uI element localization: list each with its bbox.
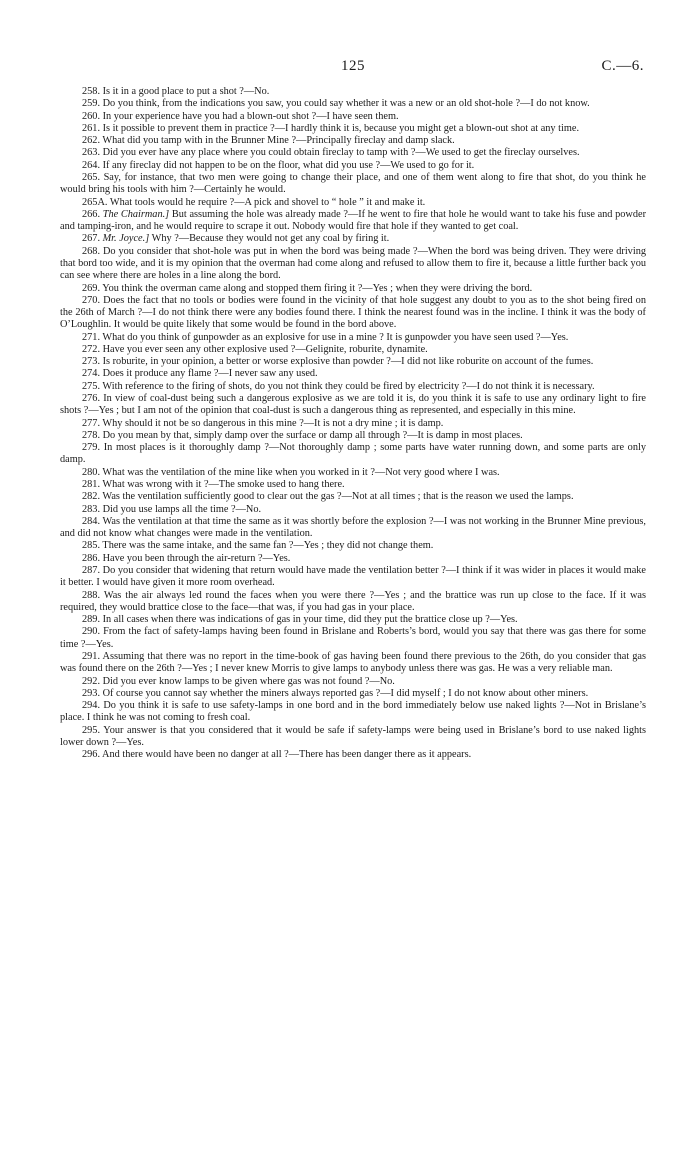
question-number: 285. [82,540,101,552]
testimony-paragraph [60,725,646,750]
question-number: 276. [82,393,101,405]
question-answer-text: Was the ventilation sufficiently good to clear out the gas ?—Not at all times ; that is the reason we used the lamps. [102,491,574,503]
question-number: 283. [82,503,101,515]
question-answer-text: Did you ever have any place where you could obtain fireclay to tamp with ?—We used to get the fireclay ourselves. [102,147,580,159]
question-number: 275. [82,380,101,392]
testimony-paragraph [60,135,646,147]
question-answer-text: If any fireclay did not happen to be on the floor, what did you use ?—We used to go for it. [102,159,475,171]
question-number: 277. [82,417,101,429]
question-number: 270. [82,294,101,306]
question-number: 289. [82,614,101,626]
testimony-paragraph [60,123,646,135]
question-number: 265A. [82,196,108,208]
question-answer-text: Is it in a good place to put a shot ?—No. [102,86,270,97]
testimony-paragraph [60,700,646,725]
testimony-paragraph [60,86,646,98]
question-number: 288. [82,589,101,601]
question-answer-text: Did you ever know lamps to be given where gas was not found ?—No. [102,675,395,687]
speaker-label: The Chairman.] [102,208,170,220]
testimony-paragraph [60,197,646,209]
testimony-paragraph [60,98,646,110]
question-answer-text: Is it possible to prevent them in practice ?—I hardly think it is, because you might get a blown-out shot at any time. [102,122,580,134]
testimony-paragraph [60,614,646,626]
question-number: 273. [82,356,101,368]
question-number: 260. [82,110,101,122]
question-number: 280. [82,466,101,478]
question-answer-text: From the fact of safety-lamps having been found in Brislane and Roberts’s bord, would you say that there was gas there for some time ?—Yes. [60,626,646,650]
testimony-body [60,86,646,761]
question-number: 278. [82,429,101,441]
testimony-paragraph [60,111,646,123]
testimony-paragraph [60,233,646,245]
question-answer-text: In view of coal-dust being such a dangerous explosive as we are told it is, do you think it is safe to use any ordinary light to fire shots ?—Yes ; but I am not of the opinion that coal-dust is such a dangerous thing as represented, and especially in this mine. [60,393,647,417]
question-answer-text: Your answer is that you considered that it would be safe if safety-lamps were being used in Brislane’s bord to use naked lights lower down ?—Yes. [60,724,646,748]
question-number: 274. [82,368,101,380]
question-number: 292. [82,675,101,687]
question-answer-text: Do you consider that shot-hole was put in when the bord was being made ?—When the bord was being driven. They were driving that bord too wide, and it is my opinion that the overman had come along and refused to allow them to fire it, because a little further back you can see where there are holes in a line along the bord. [60,245,646,282]
testimony-paragraph [60,160,646,172]
question-number: 295. [82,724,101,736]
question-answer-text: In all cases when there was indications of gas in your time, did they put the brattice close up ?—Yes. [102,614,518,626]
testimony-paragraph [60,479,646,491]
question-answer-text: Does the fact that no tools or bodies were found in the vicinity of that hole suggest any doubt to you as to the shot being fired on the 26th of March ?—I do not think there were any bodies found there. I think the nearest found was in the incline. I think it was the body of O’Loughlin. It would be quite likely that some would be found in the bord above. [60,294,646,331]
question-number: 263. [82,147,101,159]
testimony-paragraph [60,381,646,393]
testimony-paragraph [60,491,646,503]
question-number: 287. [82,564,101,576]
question-number: 269. [82,282,101,294]
testimony-paragraph [60,651,646,676]
question-answer-text: Have you ever seen any other explosive used ?—Gelignite, roburite, dynamite. [102,343,428,355]
testimony-paragraph [60,749,646,761]
question-number: 296. [82,749,101,761]
question-number: 262. [82,135,101,147]
question-answer-text: Is roburite, in your opinion, a better or worse explosive than powder ?—I did not like roburite on account of the fumes. [102,356,594,368]
testimony-paragraph [60,283,646,295]
question-number: 293. [82,687,101,699]
question-number: 272. [82,343,101,355]
testimony-paragraph [60,516,646,541]
question-answer-text: Have you been through the air-return ?—Yes. [102,552,291,564]
question-answer-text: But assuming the hole was already made ?—If he went to fire that hole he would want to take his fuse and powder and tamping-iron, and he would require to scrape it out. Nobody would fire that hole if they wanted to get coal. [60,208,647,233]
testimony-paragraph [60,430,646,442]
question-number: 261. [82,122,101,134]
question-number: 282. [82,491,101,503]
question-number: 268. [82,245,101,257]
question-answer-text: With reference to the firing of shots, do you not think they could be fired by electricity ?—I do not think it is necessary. [102,380,595,392]
page-number: 125 [341,58,365,74]
question-answer-text: Does it produce any flame ?—I never saw any used. [102,368,318,380]
question-answer-text: Do you consider that widening that return would have made the ventilation better ?—I think if it was wider in places it would make it better. I would have given it more room overhead. [60,564,646,589]
question-number: 267. [82,233,101,245]
question-answer-text: Do you think it is safe to use safety-lamps in one bord and in the bord immediately below use naked lights ?—Not in Brislane’s place. I think he was not coming to fresh coal. [60,700,646,724]
testimony-paragraph [60,356,646,368]
testimony-paragraph [60,209,646,234]
testimony-paragraph [60,626,646,651]
testimony-paragraph [60,344,646,356]
testimony-paragraph [60,540,646,552]
testimony-paragraph [60,565,646,590]
question-answer-text: In your experience have you had a blown-out shot ?—I have seen them. [102,110,399,122]
question-answer-text: Do you mean by that, simply damp over the surface or damp all through ?—It is damp in most places. [102,429,523,441]
question-answer-text: What was the ventilation of the mine like when you worked in it ?—Not very good where I was. [102,466,500,478]
testimony-paragraph [60,590,646,615]
testimony-paragraph [60,467,646,479]
question-number: 258. [82,86,101,97]
question-number: 286. [82,552,101,564]
testimony-paragraph [60,553,646,565]
question-answer-text: Do you think, from the indications you saw, you could say whether it was a new or an old shot-hole ?—I do not know. [102,98,590,110]
question-answer-text: Of course you cannot say whether the miners always reported gas ?—I did myself ; I do not know about other miners. [102,687,589,699]
question-number: 284. [82,515,101,527]
question-answer-text: Why ?—Because they would not get any coal by firing it. [151,233,390,245]
question-answer-text: Assuming that there was no report in the time-book of gas having been found there previous to the 26th, do you consider that gas was found there on the 26th ?—Yes ; I never knew Morris to give lamps to anybody unless there was gas. He was a very reliable man. [60,650,646,675]
question-answer-text: What did you tamp with in the Brunner Mine ?—Principally fireclay and damp slack. [102,135,455,147]
testimony-paragraph [60,332,646,344]
question-number: 265. [82,171,101,183]
question-number: 281. [82,479,101,490]
question-number: 264. [82,159,101,171]
question-number: 266. [82,208,101,220]
question-answer-text: What do you think of gunpowder as an explosive for use in a mine ? It is gunpowder you have seen used ?—Yes. [102,331,569,343]
question-number: 291. [82,650,101,662]
testimony-paragraph [60,676,646,688]
question-answer-text: Was the ventilation at that time the same as it was shortly before the explosion ?—I was not working in the Brunner Mine previous, and did not know what changes were made in the ventilation. [60,515,646,540]
question-answer-text: And there would have been no danger at all ?—There has been danger there as it appears. [102,749,472,761]
question-answer-text: Say, for instance, that two men were going to change their place, and one of them went along to fire that shot, do you think he would bring his tools with him ?—Certainly he would. [60,171,646,196]
question-answer-text: You think the overman came along and stopped them firing it ?—Yes ; when they were driving the bord. [102,282,533,294]
question-answer-text: Why should it not be so dangerous in this mine ?—It is not a dry mine ; it is damp. [102,417,444,429]
testimony-paragraph [60,442,646,467]
page-header [60,58,646,86]
question-number: 271. [82,331,101,343]
testimony-paragraph [60,147,646,159]
document-code: C.—6. [601,58,644,74]
question-answer-text: There was the same intake, and the same fan ?—Yes ; they did not change them. [102,540,434,552]
testimony-paragraph [60,295,646,332]
testimony-paragraph [60,418,646,430]
question-answer-text: Was the air always led round the faces when you were there ?—Yes ; and the brattice was run up close to the face. If it was required, they would brattice close to the face—that was, if you had gas in your place. [60,589,646,613]
question-number: 294. [82,700,101,712]
question-number: 279. [82,442,101,454]
question-answer-text: What was wrong with it ?—The smoke used to hang there. [102,479,345,490]
question-answer-text: In most places is it thoroughly damp ?—Not thoroughly damp ; some parts have water running down, and some parts are only damp. [60,442,646,466]
question-answer-text: Did you use lamps all the time ?—No. [102,503,262,515]
testimony-paragraph [60,393,646,418]
testimony-paragraph [60,504,646,516]
question-answer-text: What tools would he require ?—A pick and shovel to “ hole ” it and make it. [109,196,426,208]
question-number: 290. [82,626,101,638]
testimony-paragraph [60,368,646,380]
testimony-paragraph [60,688,646,700]
testimony-paragraph [60,172,646,197]
question-number: 259. [82,98,101,110]
document-page [60,58,646,761]
testimony-paragraph [60,246,646,283]
speaker-label: Mr. Joyce.] [102,233,150,245]
